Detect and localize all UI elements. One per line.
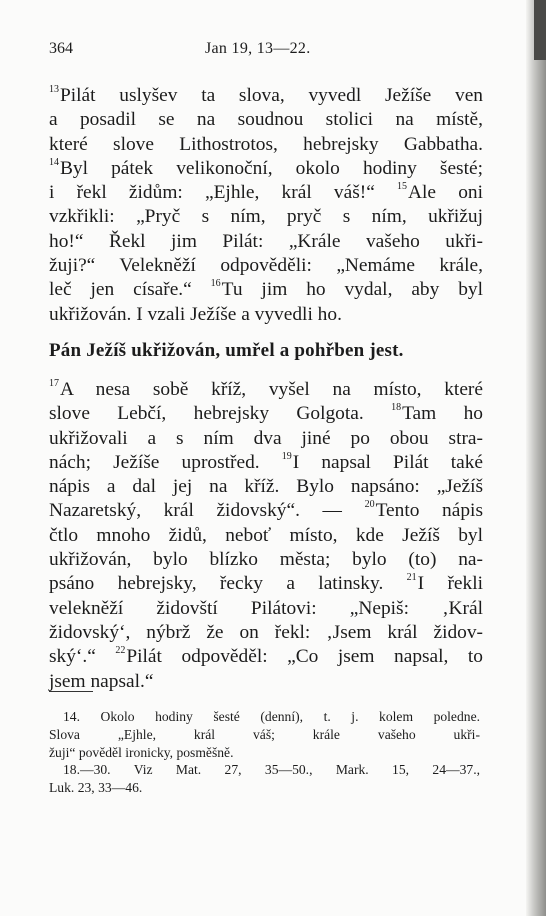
line-text: Tam ho (402, 403, 483, 425)
verse-number: 18 (391, 402, 402, 414)
verses-13-16 (49, 84, 483, 327)
verse-number: 16 (210, 278, 221, 290)
verse-number: 22 (115, 645, 126, 657)
text-line (49, 230, 483, 254)
verse-number: 19 (281, 450, 292, 462)
verse-number: 13 (49, 84, 59, 95)
line-text: leč jen císaře.“ (49, 279, 211, 301)
line-text: Tu jim ho vydal, aby byl (221, 279, 484, 301)
line-text: Tento nápis (375, 500, 483, 522)
text-line (49, 108, 483, 132)
footnotes (49, 708, 480, 797)
text-line (49, 645, 483, 669)
line-text: ský‘.“ (49, 646, 116, 668)
line-text: ukřižován, bylo blízko města; bylo (to) na- (49, 549, 483, 571)
line-text: Pilát uslyšev ta slova, vyvedl Ježíše ven (60, 85, 483, 106)
text-line (49, 254, 483, 278)
footnote-divider (49, 691, 93, 692)
text-line (49, 133, 483, 157)
line-text: Nazaretský, král židovský“. — (49, 500, 365, 522)
text-line (49, 670, 483, 694)
text-line (49, 84, 483, 108)
section-heading: Pán Ježíš ukřižován, umřel a pohřben jest. (49, 340, 404, 361)
line-text: nách; Ježíše uprostřed. (49, 451, 282, 473)
line-text: Byl pátek velikonoční, okolo hodiny šesté; (60, 157, 483, 179)
line-text: vzkřikli: „Pryč s ním, pryč s ním, ukřižuj (49, 206, 483, 228)
page-header (49, 40, 489, 62)
line-text: i řekl židům: „Ejhle, král váš!“ (49, 182, 398, 204)
verse-number: 15 (397, 181, 408, 193)
verses-17-22 (49, 378, 483, 694)
line-text: nápis a dal jej na kříž. Bylo napsáno: „Ježíš (49, 476, 483, 498)
line-text: A nesa sobě kříž, vyšel na místo, které (60, 379, 483, 400)
page-number: 364 (49, 40, 73, 57)
line-text: ho!“ Řekl jim Pilát: „Krále vašeho ukři- (49, 230, 483, 252)
footnote-line: 14. Okolo hodiny šesté (denní), t. j. kolem poledne. (63, 709, 480, 724)
running-head: Jan 19, 13—22. (205, 40, 311, 57)
line-text: ukřižován. I vzali Ježíše a vyvedli ho. (49, 303, 342, 325)
text-line (49, 475, 483, 499)
text-line (49, 427, 483, 451)
text-line (49, 378, 483, 402)
footnote-line: Slova „Ejhle, král váš; krále vašeho ukři- (49, 726, 480, 742)
text-line (49, 499, 483, 523)
line-text: velekněží židovští Pilátovi: „Nepiš: ‚Král (49, 597, 483, 619)
line-text: ukřižovali a s ním dva jiné po obou stra- (49, 427, 483, 449)
text-line (49, 621, 483, 645)
line-text: slove Lebčí, hebrejsky Golgota. (49, 403, 392, 425)
verse-number: 17 (49, 378, 59, 389)
text-line (49, 278, 483, 302)
line-text: žuji?“ Velekněží odpověděli: „Nemáme krále, (49, 255, 483, 277)
line-text: Ale oni (408, 182, 483, 204)
line-text: I napsal Pilát také (292, 451, 483, 473)
line-text: I řekli (417, 573, 484, 595)
text-line (49, 524, 483, 548)
verse-number: 20 (364, 499, 375, 511)
line-text: židovský‘, nýbrž že on řekl: ‚Jsem král židov- (49, 621, 483, 643)
line-text: psáno hebrejsky, řecky a latinsky. (49, 573, 407, 595)
footnote-line: Luk. 23, 33—46. (49, 780, 143, 796)
text-line (49, 205, 483, 229)
text-line (49, 157, 483, 181)
text-line (49, 402, 483, 426)
verse-number: 21 (406, 572, 417, 584)
page-corner-mark (534, 0, 546, 60)
text-line (49, 181, 483, 205)
footnote-line: 18.—30. Viz Mat. 27, 35—50., Mark. 15, 24—37., (63, 762, 480, 778)
line-text: Pilát odpověděl: „Co jsem napsal, to (126, 646, 483, 668)
page-edge-shadow (526, 0, 546, 916)
text-line (49, 303, 483, 327)
text-line (49, 572, 483, 596)
text-line (49, 597, 483, 621)
line-text: čtlo mnoho židů, neboť místo, kde Ježíš byl (49, 524, 483, 546)
text-line (49, 548, 483, 572)
line-text: a posadil se na soudnou stolici na místě, (49, 109, 483, 131)
verse-number: 14 (49, 156, 59, 168)
line-text: které slove Lithostrotos, hebrejsky Gabbatha. (49, 133, 483, 155)
footnote-line: žuji“ pověděl ironicky, posměšně. (49, 744, 234, 760)
text-line (49, 451, 483, 475)
line-text: jsem napsal.“ (49, 670, 154, 692)
